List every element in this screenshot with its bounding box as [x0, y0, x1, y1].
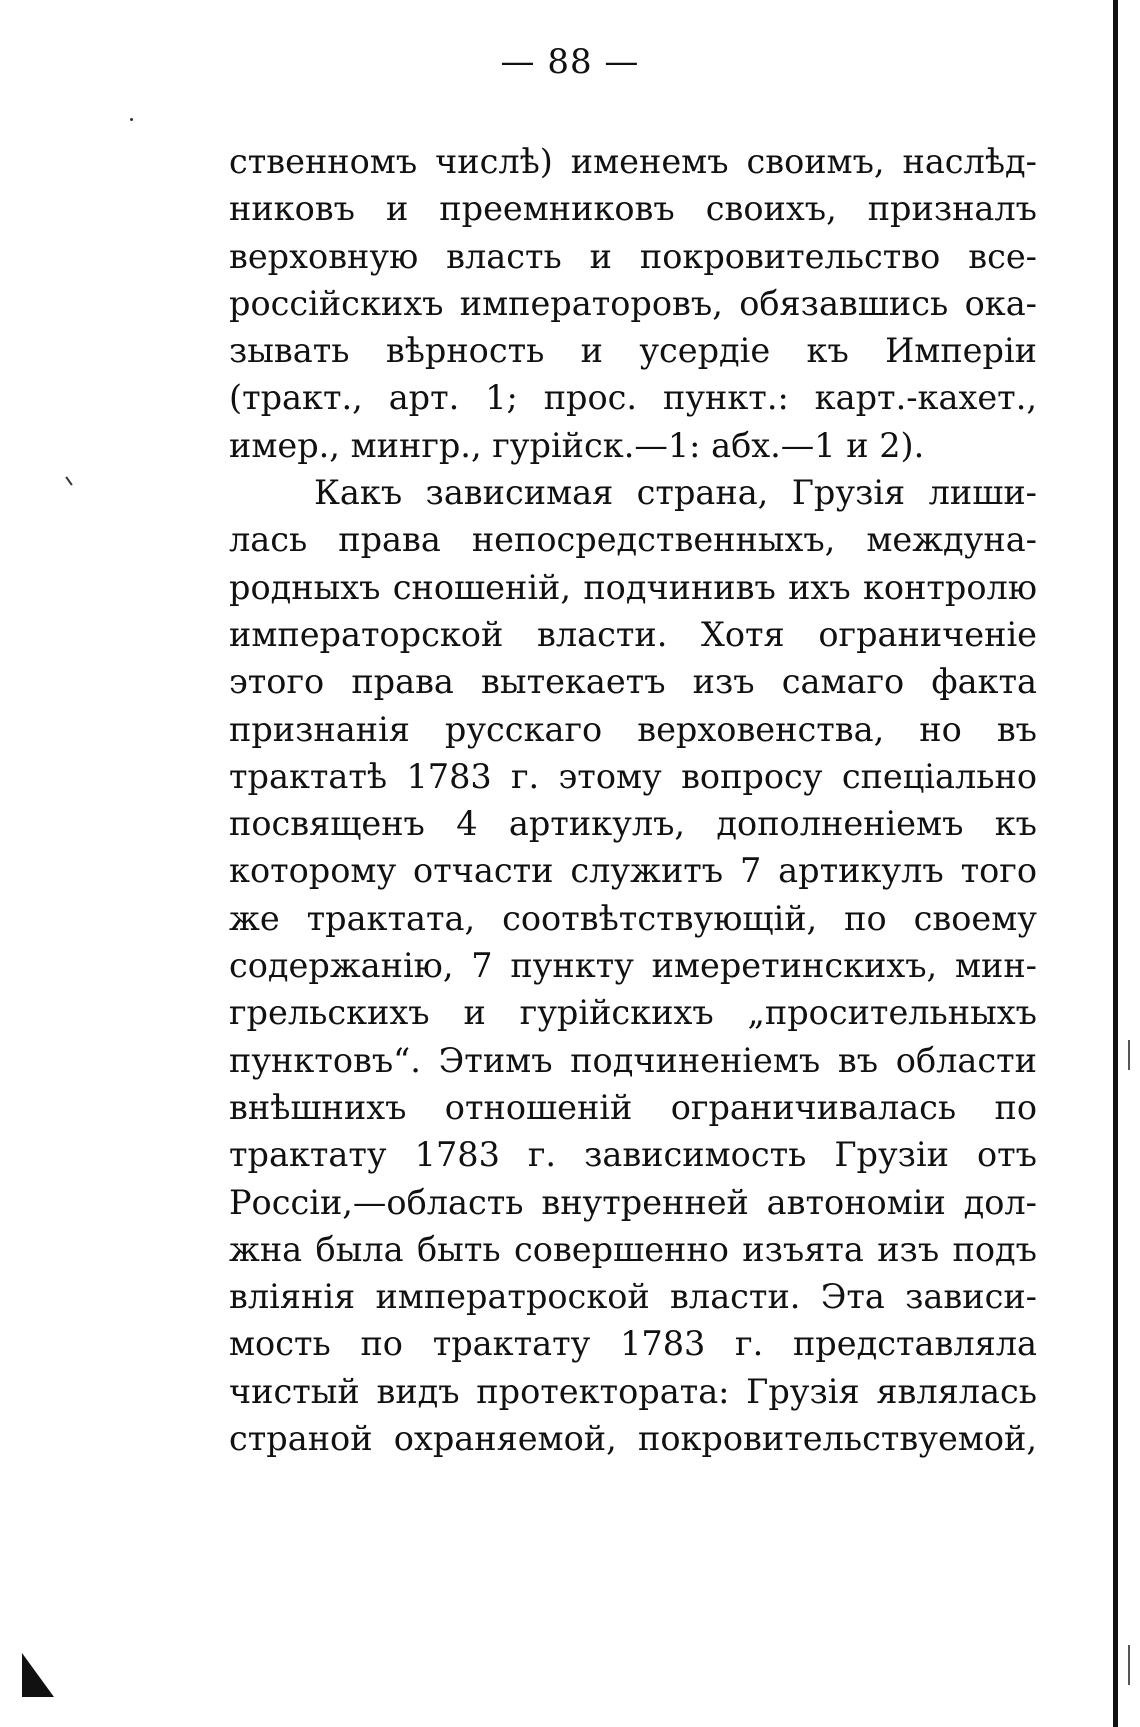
text-line: россійскихъ императоровъ, обязавшись ока- — [229, 283, 1037, 323]
text-line: (тракт., арт. 1; прос. пункт.: карт.-кахет., — [229, 378, 1037, 418]
text-line: чистый видъ протектората: Грузія являлась — [229, 1371, 1037, 1411]
margin-mark — [1128, 1040, 1130, 1070]
text-line: страной охраняемой, покровительствуемой, — [229, 1419, 1037, 1459]
print-speck — [65, 476, 72, 485]
margin-mark — [1128, 1645, 1130, 1685]
text-line: содержанію, 7 пункту имеретинскихъ, мин- — [229, 946, 1037, 986]
text-line: ственномъ числѣ) именемъ своимъ, наслѣд- — [229, 142, 1037, 181]
text-line: посвященъ 4 артикулъ, дополненіемъ къ — [229, 804, 1037, 844]
text-line: лась права непосредственныхъ, междуна- — [229, 520, 1037, 560]
print-speck — [130, 118, 133, 121]
text-line: императорской власти. Хотя ограниченіе — [229, 614, 1037, 654]
page-edge-rule — [1113, 0, 1118, 1727]
text-line: пунктовъ“. Этимъ подчиненіемъ въ области — [229, 1040, 1037, 1080]
text-line: трактатѣ 1783 г. этому вопросу спеціально — [229, 756, 1037, 796]
text-line: Россіи,—область внутренней автономіи дол- — [229, 1182, 1037, 1222]
text-line: вліянія императроской власти. Эта зависи- — [229, 1277, 1037, 1317]
text-line: имер., мингр., гурійск.—1: абх.—1 и 2). — [229, 425, 925, 465]
page-corner-mark — [22, 1653, 54, 1697]
text-line: никовъ и преемниковъ своихъ, призналъ — [229, 189, 1037, 229]
text-line: которому отчасти служитъ 7 артикулъ того — [229, 851, 1037, 891]
text-line: жна была быть совершенно изъята изъ подъ — [229, 1229, 1037, 1269]
text-line: грельскихъ и гурійскихъ „просительныхъ — [229, 993, 1037, 1033]
text-line: зывать вѣрность и усердіе къ Имперіи — [229, 331, 1037, 371]
text-line: верховную власть и покровительство все- — [229, 236, 1037, 276]
text-line: этого права вытекаетъ изъ самаго факта — [229, 662, 1037, 702]
text-line: внѣшнихъ отношеній ограничивалась по — [229, 1087, 1037, 1127]
text-line: признанія русскаго верховенства, но въ — [229, 709, 1037, 749]
text-line: мость по трактату 1783 г. представляла — [229, 1324, 1037, 1364]
text-line: трактату 1783 г. зависимость Грузіи отъ — [229, 1135, 1037, 1175]
page-number: — 88 — — [500, 42, 640, 82]
text-line: родныхъ сношеній, подчинивъ ихъ контролю — [229, 567, 1037, 607]
paragraph-first-line: Какъ зависимая страна, Грузія лиши- — [314, 473, 1037, 513]
body-text — [229, 138, 1037, 1462]
text-line: же трактата, соотвѣтствующій, по своему — [229, 898, 1037, 938]
